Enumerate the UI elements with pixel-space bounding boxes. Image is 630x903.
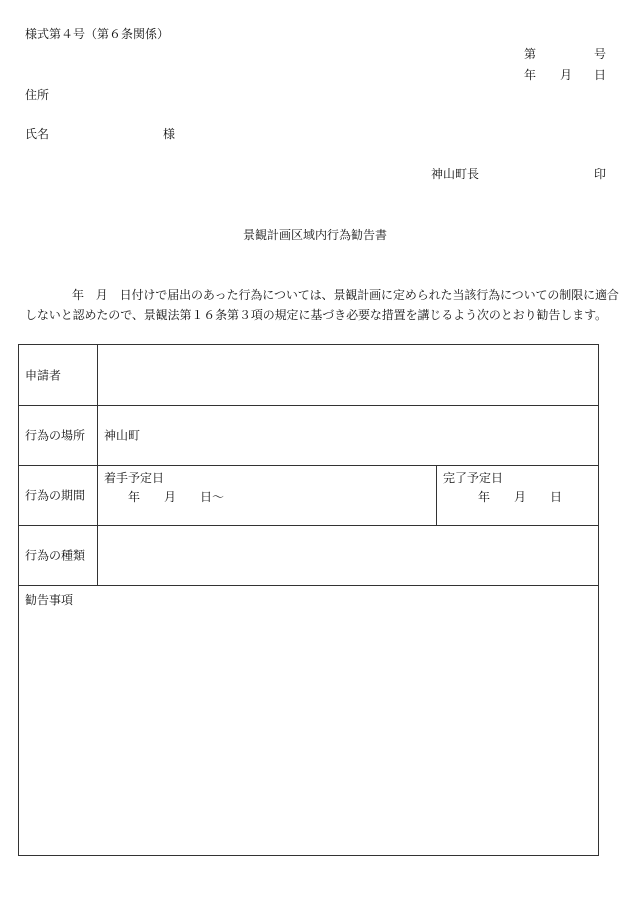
issue-date-month: 月 xyxy=(560,68,573,82)
recommendation-label: 勧告事項 xyxy=(25,593,74,607)
location-value: 神山町 xyxy=(104,428,141,443)
end-date-label: 完了予定日 xyxy=(443,471,504,485)
recommendation-table xyxy=(18,344,599,856)
period-value-cell[interactable] xyxy=(98,465,598,525)
start-date-label: 着手予定日 xyxy=(104,471,165,485)
location-row xyxy=(19,405,598,466)
location-label-cell xyxy=(19,405,98,465)
body-paragraph xyxy=(25,285,619,325)
document-title: 景観計画区域内行為勧告書 xyxy=(242,228,387,242)
seal-mark: 印 xyxy=(594,167,607,181)
type-value-cell[interactable] xyxy=(98,525,598,585)
type-label: 行為の種類 xyxy=(25,548,86,563)
location-value-cell[interactable] xyxy=(98,405,598,465)
period-row xyxy=(19,465,598,526)
issuer-title: 神山町長 xyxy=(431,167,480,181)
applicant-value-cell[interactable] xyxy=(98,345,598,405)
issue-date-year: 年 xyxy=(524,68,537,82)
honorific: 様 xyxy=(163,127,176,141)
form-number: 様式第４号（第６条関係） xyxy=(25,27,170,41)
issue-date-day: 日 xyxy=(594,68,607,82)
end-date-value: 年 月 日 xyxy=(478,490,563,504)
applicant-label-cell xyxy=(19,345,98,405)
period-divider xyxy=(436,465,437,525)
applicant-row xyxy=(19,345,598,406)
document-number-suffix: 号 xyxy=(594,47,607,61)
location-label: 行為の場所 xyxy=(25,428,86,443)
start-date-value: 年 月 日～ xyxy=(128,490,225,504)
document-number-prefix: 第 xyxy=(524,47,537,61)
period-label-cell xyxy=(19,465,98,525)
type-label-cell xyxy=(19,525,98,585)
applicant-label: 申請者 xyxy=(25,368,62,383)
body-line-2: しないと認めたので、景観法第１６条第３項の規定に基づき必要な措置を講じるよう次のとおり勧告します。 xyxy=(25,308,607,322)
body-line-1: 年 月 日付けで届出のあった行為については、景観計画に定められた当該行為についての制限に適合 xyxy=(72,288,619,302)
type-row xyxy=(19,525,598,586)
period-label: 行為の期間 xyxy=(25,488,86,503)
name-label: 氏名 xyxy=(25,127,50,141)
address-label: 住所 xyxy=(25,88,50,102)
